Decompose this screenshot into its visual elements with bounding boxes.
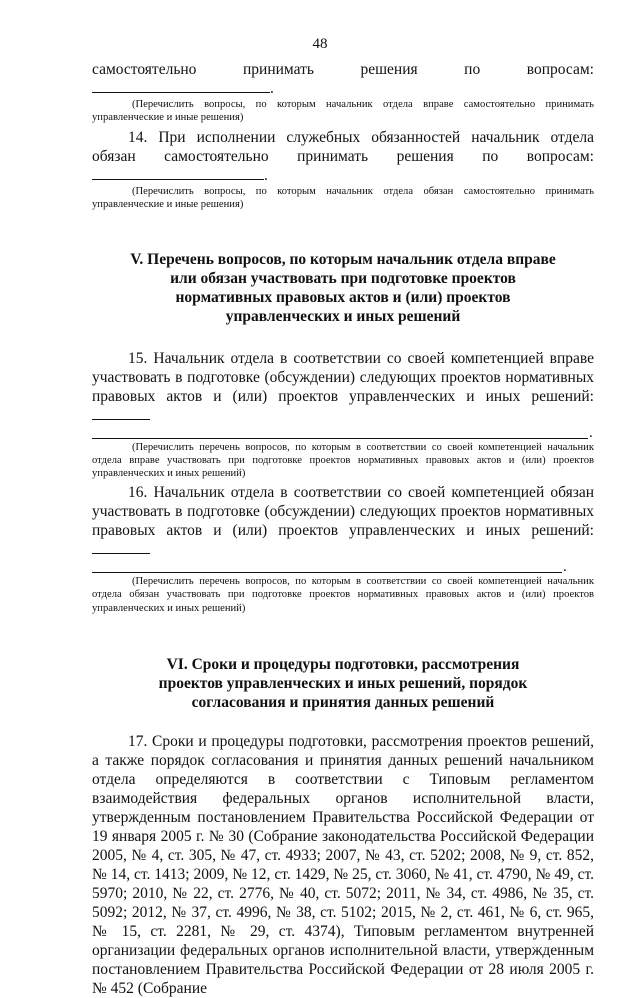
- paragraph-14: [92, 128, 594, 185]
- instruction-note-1: (Перечислить вопросы, по которым начальник отдела вправе самостоятельно принимать управленческие и иные решения): [92, 99, 594, 124]
- period: .: [270, 80, 274, 97]
- fill-in-blank: [92, 79, 270, 93]
- fill-in-line: [92, 559, 594, 575]
- page-content: [92, 60, 594, 998]
- section-5-heading: V. Перечень вопросов, по которым начальник отдела вправе или обязан участвовать при подготовке проектов нормативных правовых актов и (или) проектов управленческих и иных решений: [130, 250, 556, 325]
- paragraph-text: 16. Начальник отдела в соответствии со своей компетенцией обязан участвовать в подготовке (обсуждении) следующих проектов нормативных правовых актов и (или) проектов управленческих и иных решений:: [92, 483, 594, 539]
- fill-in-blank: [92, 540, 150, 554]
- period: .: [264, 166, 268, 184]
- period: .: [589, 424, 593, 441]
- period: .: [563, 558, 567, 575]
- instruction-note-15: (Перечислить перечень вопросов, по которым в соответствии со своей компетенцией начальник отдела вправе участвовать при подготовке проектов нормативных правовых актов и (или) проектов управленческих и иных решений): [92, 441, 594, 480]
- fill-in-line: [92, 425, 594, 441]
- fill-in-blank: [92, 166, 264, 180]
- paragraph-13-tail: [92, 60, 594, 98]
- section-6-heading: VI. Сроки и процедуры подготовки, рассмотрения проектов управленческих и иных решений, порядок согласования и принятия данных решений: [158, 656, 528, 712]
- page-number: 48: [312, 36, 328, 52]
- paragraph-text: самостоятельно принимать решения по вопросам:: [92, 61, 594, 78]
- paragraph-15: [92, 349, 594, 425]
- instruction-note-2: (Перечислить вопросы, по которым начальник отдела обязан самостоятельно принимать управленческие и иные решения): [92, 185, 594, 211]
- paragraph-text: 15. Начальник отдела в соответствии со своей компетенцией вправе участвовать в подготовке (обсуждении) следующих проектов нормативных правовых актов и (или) проектов управленческих и иных решений:: [92, 349, 594, 405]
- paragraph-17: 17. Сроки и процедуры подготовки, рассмотрения проектов решений, а также порядок согласования и принятия данных решений начальником отдела определяются в соответствии с Типовым регламентом взаимодействия федеральных органов исполнительной власти, утвержденным постановлением Правительства Российской Федерации от 19 января 2005 г. № 30 (Собрание законодательства Российской Федерации 2005, № 4, ст. 305, № 47, ст. 4933; 2007, № 43, ст. 5202; 2008, № 9, ст. 852, № 14, ст. 1413; 2009, № 12, ст. 1429, № 25, ст. 3060, № 41, ст. 4790, № 49, ст. 5970; 2010, № 22, ст. 2776, № 40, ст. 5072; 2011, № 34, ст. 4986, № 35, ст. 5092; 2012, № 37, ст. 4996, № 38, ст. 5102; 2015, № 2, ст. 461, № 6, ст. 965, № 15, ст. 2281, № 29, ст. 4374), Типовым регламентом внутренней организации федеральных органов исполнительной власти, утвержденным постановлением Правительства Российской Федерации от 28 июля 2005 г. № 452 (Собрание: [92, 733, 594, 998]
- paragraph-text: 14. При исполнении служебных обязанностей начальник отдела обязан самостоятельно принимать решения по вопросам:: [92, 128, 594, 165]
- fill-in-blank: [92, 406, 150, 420]
- paragraph-16: [92, 483, 594, 559]
- instruction-note-16: (Перечислить перечень вопросов, по которым в соответствии со своей компетенцией начальник отдела обязан участвовать при подготовке проектов нормативных правовых актов и (или) проектов управленческих и иных решений): [92, 575, 594, 614]
